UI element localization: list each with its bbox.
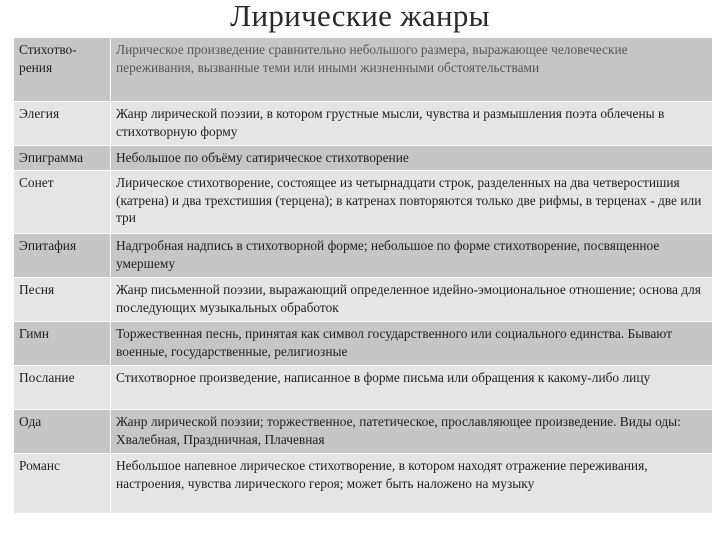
genre-term: Романс <box>14 454 111 514</box>
table-row <box>14 410 713 454</box>
genre-term: Элегия <box>14 102 111 146</box>
genre-definition: Небольшое по объёму сатирическое стихотворение <box>111 146 713 171</box>
table-row <box>14 146 713 171</box>
genre-definition: Жанр лирической поэзии; торжественное, патетическое, прославляющее произведение. Виды оды: Хвалебная, Праздничная, Плачевная <box>111 410 713 454</box>
genre-term: Эпитафия <box>14 234 111 278</box>
genre-definition: Лирическое стихотворение, состоящее из четырнадцати строк, разделенных на два четверостишия (катрена) и два трехстишия (терцена); в катренах повторяются только две рифмы, в терценах - две или три <box>111 171 713 234</box>
genre-term: Гимн <box>14 322 111 366</box>
table-row <box>14 366 713 410</box>
genre-definition: Жанр письменной поэзии, выражающий определенное идейно-эмоциональное отношение; основа для последующих музыкальных обработок <box>111 278 713 322</box>
genre-term: Эпиграмма <box>14 146 111 171</box>
genre-definition: Торжественная песнь, принятая как символ государственного или социального единства. Бывают военные, государственные, религиозные <box>111 322 713 366</box>
genre-definition: Небольшое напевное лирическое стихотворение, в котором находят отражение переживания, настроения, чувства лирического героя; может быть наложено на музыку <box>111 454 713 514</box>
genre-definition: Жанр лирической поэзии, в котором грустные мысли, чувства и размышления поэта облечены в стихотворную форму <box>111 102 713 146</box>
genre-term: Песня <box>14 278 111 322</box>
table-row <box>14 102 713 146</box>
table-row <box>14 171 713 234</box>
genre-term: Сонет <box>14 171 111 234</box>
table-row <box>14 454 713 514</box>
genre-definition: Лирическое произведение сравнительно небольшого размера, выражающее человеческие переживания, вызванные теми или иными жизненными обстоятельствами <box>111 38 713 102</box>
genre-term: Ода <box>14 410 111 454</box>
genre-term: Стихотво-рения <box>14 38 111 102</box>
genre-definition: Стихотворное произведение, написанное в форме письма или обращения к какому-либо лицу <box>111 366 713 410</box>
page-title: Лирические жанры <box>230 0 490 33</box>
genre-term: Послание <box>14 366 111 410</box>
table-row <box>14 38 713 102</box>
genres-table <box>13 37 713 514</box>
table-row <box>14 322 713 366</box>
table-row <box>14 278 713 322</box>
table-row <box>14 234 713 278</box>
genre-definition: Надгробная надпись в стихотворной форме; небольшое по форме стихотворение, посвященное умершему <box>111 234 713 278</box>
